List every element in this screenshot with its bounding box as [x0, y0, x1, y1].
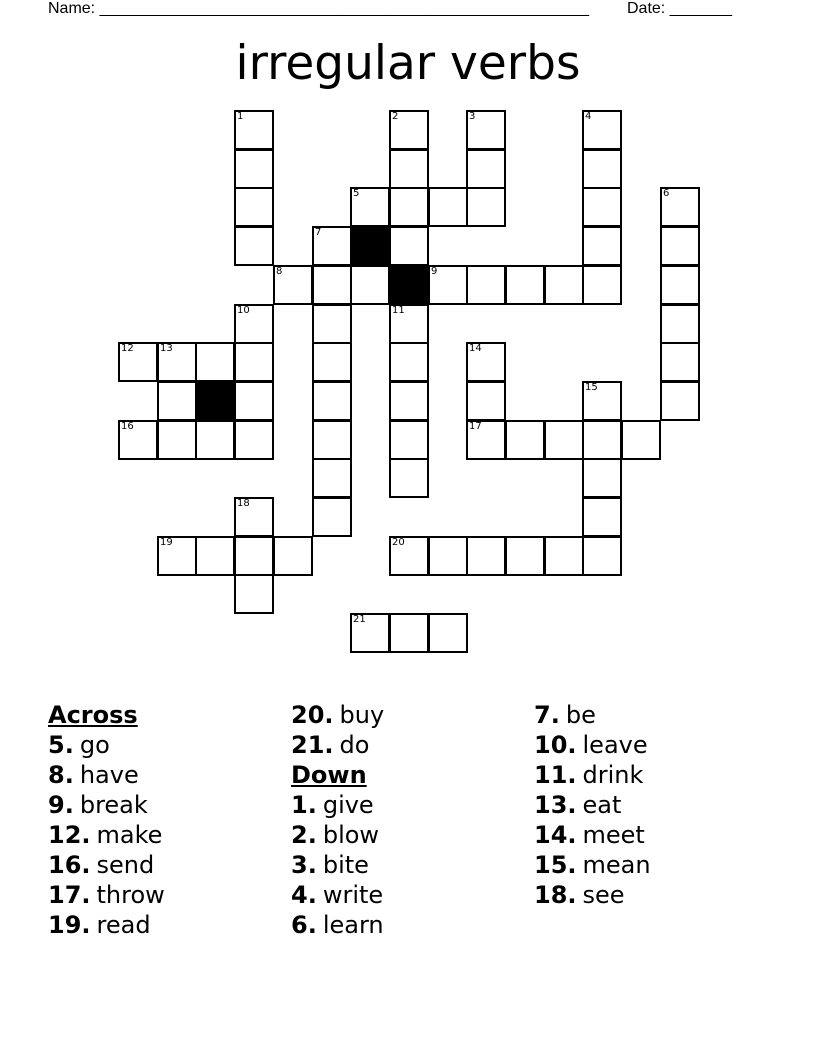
- name-field-label[interactable]: Name: _______________________________________________________: [48, 0, 589, 17]
- clue-across-17: 17. throw: [48, 881, 165, 909]
- clue-down-6: 6. learn: [291, 911, 384, 939]
- grid-cell[interactable]: [312, 420, 352, 460]
- grid-cell[interactable]: [466, 149, 506, 189]
- cell-number: 2: [392, 111, 399, 122]
- grid-cell[interactable]: [234, 381, 274, 421]
- clue-column-2: [291, 700, 384, 940]
- grid-cell[interactable]: [157, 381, 197, 421]
- cell-number: 16: [121, 421, 134, 432]
- header-line: [48, 0, 748, 20]
- grid-cell[interactable]: [660, 342, 700, 382]
- clue-down-1: 1. give: [291, 791, 374, 819]
- cell-number: 1: [237, 111, 244, 122]
- grid-cell[interactable]: [582, 265, 622, 305]
- grid-cell[interactable]: [234, 574, 274, 614]
- grid-cell-6[interactable]: [660, 187, 700, 227]
- grid-cell-17[interactable]: [466, 420, 506, 460]
- grid-cell[interactable]: [312, 381, 352, 421]
- grid-cell-10[interactable]: [234, 304, 274, 344]
- cell-number: 8: [276, 266, 283, 277]
- grid-cell[interactable]: [195, 420, 235, 460]
- grid-cell[interactable]: [544, 536, 584, 576]
- grid-cell[interactable]: [582, 187, 622, 227]
- grid-cell[interactable]: [428, 187, 468, 227]
- grid-cell[interactable]: [660, 304, 700, 344]
- cell-number: 7: [315, 227, 322, 238]
- grid-cell[interactable]: [582, 458, 622, 498]
- page-title: irregular verbs: [235, 36, 581, 91]
- cell-number: 19: [160, 537, 173, 548]
- grid-cell-14[interactable]: [466, 342, 506, 382]
- clue-down-15: 15. mean: [534, 851, 651, 879]
- down-heading: Down: [291, 761, 367, 789]
- across-heading: Across: [48, 701, 138, 729]
- grid-cell-16[interactable]: [118, 420, 158, 460]
- grid-cell-19[interactable]: [157, 536, 197, 576]
- clue-across-20: 20. buy: [291, 701, 385, 729]
- grid-cell[interactable]: [389, 613, 429, 653]
- grid-cell[interactable]: [312, 265, 352, 305]
- grid-cell[interactable]: [389, 187, 429, 227]
- grid-cell[interactable]: [234, 342, 274, 382]
- grid-cell-13[interactable]: [157, 342, 197, 382]
- grid-cell-20[interactable]: [389, 536, 429, 576]
- clue-down-18: 18. see: [534, 881, 625, 909]
- grid-cell[interactable]: [505, 536, 545, 576]
- clue-across-16: 16. send: [48, 851, 155, 879]
- grid-cell[interactable]: [505, 420, 545, 460]
- cell-number: 10: [237, 305, 250, 316]
- grid-cell[interactable]: [660, 265, 700, 305]
- clue-down-13: 13. eat: [534, 791, 622, 819]
- grid-cell[interactable]: [350, 265, 390, 305]
- grid-cell[interactable]: [660, 381, 700, 421]
- clue-down-10: 10. leave: [534, 731, 648, 759]
- cell-number: 4: [585, 111, 592, 122]
- grid-cell[interactable]: [195, 536, 235, 576]
- grid-cell[interactable]: [582, 420, 622, 460]
- cell-number: 9: [431, 266, 438, 277]
- block-cell: [195, 381, 235, 421]
- grid-cell[interactable]: [234, 536, 274, 576]
- grid-cell[interactable]: [466, 187, 506, 227]
- clue-across-12: 12. make: [48, 821, 163, 849]
- grid-cell[interactable]: [660, 226, 700, 266]
- grid-cell[interactable]: [621, 420, 661, 460]
- grid-cell-7[interactable]: [312, 226, 352, 266]
- grid-cell[interactable]: [389, 226, 429, 266]
- grid-cell-9[interactable]: [428, 265, 468, 305]
- grid-cell[interactable]: [466, 265, 506, 305]
- grid-cell-1[interactable]: [234, 110, 274, 150]
- grid-cell[interactable]: [466, 381, 506, 421]
- cell-number: 21: [353, 614, 366, 625]
- grid-cell[interactable]: [389, 342, 429, 382]
- grid-cell[interactable]: [389, 458, 429, 498]
- cell-number: 12: [121, 343, 134, 354]
- grid-cell[interactable]: [544, 265, 584, 305]
- grid-cell[interactable]: [273, 536, 313, 576]
- cell-number: 15: [585, 382, 598, 393]
- clue-column-1: [48, 700, 165, 940]
- grid-cell[interactable]: [582, 149, 622, 189]
- grid-cell[interactable]: [428, 613, 468, 653]
- clue-down-7: 7. be: [534, 701, 596, 729]
- grid-cell[interactable]: [234, 226, 274, 266]
- grid-cell-12[interactable]: [118, 342, 158, 382]
- grid-cell[interactable]: [544, 420, 584, 460]
- clue-across-8: 8. have: [48, 761, 139, 789]
- grid-cell[interactable]: [195, 342, 235, 382]
- clue-across-5: 5. go: [48, 731, 110, 759]
- grid-cell[interactable]: [389, 149, 429, 189]
- grid-cell[interactable]: [312, 304, 352, 344]
- clue-down-4: 4. write: [291, 881, 384, 909]
- clue-down-11: 11. drink: [534, 761, 644, 789]
- grid-cell[interactable]: [312, 342, 352, 382]
- clue-down-3: 3. bite: [291, 851, 369, 879]
- grid-cell-15[interactable]: [582, 381, 622, 421]
- block-cell: [350, 226, 390, 266]
- clue-down-14: 14. meet: [534, 821, 645, 849]
- date-field-label[interactable]: Date: _______: [627, 0, 732, 17]
- cell-number: 20: [392, 537, 405, 548]
- grid-cell[interactable]: [312, 497, 352, 537]
- grid-cell[interactable]: [428, 536, 468, 576]
- grid-cell-2[interactable]: [389, 110, 429, 150]
- grid-cell[interactable]: [234, 149, 274, 189]
- cell-number: 13: [160, 343, 173, 354]
- grid-cell[interactable]: [157, 420, 197, 460]
- grid-cell[interactable]: [312, 458, 352, 498]
- grid-cell-18[interactable]: [234, 497, 274, 537]
- grid-cell-3[interactable]: [466, 110, 506, 150]
- grid-cell[interactable]: [234, 187, 274, 227]
- clue-column-3: [534, 700, 651, 910]
- grid-cell-5[interactable]: [350, 187, 390, 227]
- grid-cell[interactable]: [389, 420, 429, 460]
- grid-cell-21[interactable]: [350, 613, 390, 653]
- grid-cell[interactable]: [505, 265, 545, 305]
- grid-cell[interactable]: [582, 536, 622, 576]
- grid-cell-8[interactable]: [273, 265, 313, 305]
- clue-across-19: 19. read: [48, 911, 151, 939]
- cell-number: 6: [663, 188, 670, 199]
- cell-number: 3: [469, 111, 476, 122]
- grid-cell[interactable]: [234, 420, 274, 460]
- grid-cell[interactable]: [582, 226, 622, 266]
- clue-across-21: 21. do: [291, 731, 370, 759]
- clue-across-9: 9. break: [48, 791, 148, 819]
- grid-cell-11[interactable]: [389, 304, 429, 344]
- grid-cell[interactable]: [466, 536, 506, 576]
- clue-down-2: 2. blow: [291, 821, 380, 849]
- cell-number: 11: [392, 305, 405, 316]
- grid-cell[interactable]: [389, 381, 429, 421]
- cell-number: 5: [353, 188, 360, 199]
- grid-cell-4[interactable]: [582, 110, 622, 150]
- grid-cell[interactable]: [582, 497, 622, 537]
- cell-number: 18: [237, 498, 250, 509]
- block-cell: [389, 265, 429, 305]
- cell-number: 17: [469, 421, 482, 432]
- cell-number: 14: [469, 343, 482, 354]
